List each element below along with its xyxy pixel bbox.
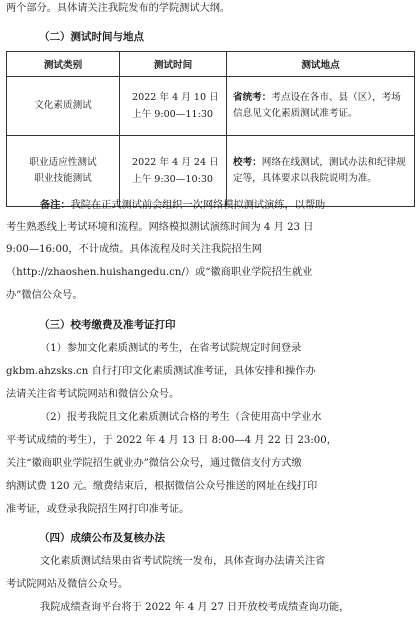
test-time-cell [120, 77, 227, 136]
test-category-cell [7, 77, 120, 136]
intro-line: 两个部分。具体请关注我院发布的学院测试大纲。 [6, 3, 231, 14]
schedule-table [6, 51, 415, 207]
note-text: 我院在正式测试前会组织一次网络模拟测试演练，以帮助 [70, 200, 326, 211]
location-detail: 考点设在各市、县（区），考场信息见文化素质测试准考证。 [233, 92, 401, 119]
test-hours: 上午 9:30—10:30 [132, 174, 214, 185]
paragraph-line: gkbm.ahzsks.cn 自行打印文化素质测试准考证，具体安排和操作办 [6, 366, 316, 377]
note-line: 办”微信公众号。 [6, 290, 83, 301]
paragraph-line: 平考试成绩的考生），于 2022 年 4 月 13 日 8:00—4 月 22 日 23:00， [6, 435, 337, 446]
paragraph-line: 准考证，或登录我院招生网打印准考证。 [6, 504, 190, 515]
paragraph-line: （1）参加文化素质测试的考生，在省考试院规定时间登录 [40, 343, 302, 354]
location-type: 省统考： [233, 92, 272, 103]
section-heading-fees: （三）校考缴费及准考证打印 [39, 319, 176, 331]
test-location-cell [227, 136, 415, 207]
table-header-row [7, 52, 415, 77]
note-line: 9:00—16:00，不计成绩。具体流程及时关注我院招生网 [6, 244, 262, 255]
paragraph-line: （2）报考我院且文化素质测试合格的考生（含使用高中学业水 [40, 412, 322, 423]
paragraph-line: 纳测试费 120 元。缴费结束后，根据微信公众号推送的网址在线打印 [6, 481, 318, 492]
test-category: 文化素质测试 [34, 100, 92, 111]
table-header-cell: 测试类别 [7, 52, 120, 77]
note-label: 备注： [40, 199, 71, 211]
test-location-cell [227, 77, 415, 136]
paragraph-line: 我院成绩查询平台将于 2022 年 4 月 27 日开放校考成绩查询功能， [40, 602, 350, 613]
location-detail: 网络在线测试，测试办法和纪律规定等，具体要求以我院说明为准。 [233, 157, 406, 184]
note-line [6, 266, 419, 280]
location-type: 校考： [233, 157, 262, 168]
test-time-cell [120, 136, 227, 207]
table-header-cell: 测试地点 [227, 52, 415, 77]
table-header-cell: 测试时间 [120, 52, 227, 77]
note-line [0, 198, 419, 213]
test-date: 2022 年 4 月 24 日 [132, 157, 219, 168]
table-row [7, 77, 415, 136]
test-date: 2022 年 4 月 10 日 [132, 92, 219, 103]
paragraph-line: 关注“徽商职业学院招生就业办”微信公众号，通过微信支付方式缴 [6, 458, 302, 469]
test-hours: 上午 9:00—11:30 [132, 109, 214, 120]
test-category: 职业技能测试 [34, 173, 92, 184]
note-url-line: （http://zhaoshen.huishangedu.cn/）或“徽商职业学院招生就业 [6, 267, 313, 278]
section-heading-schedule: （二）测试时间与地点 [39, 31, 144, 43]
paragraph-line: 法请关注省考试院网站和微信公众号。 [6, 389, 180, 400]
test-category-cell [7, 136, 120, 207]
test-category: 职业适应性测试 [29, 157, 97, 168]
paragraph-line: 考试院网站及微信公众号。 [6, 579, 129, 590]
table-row [7, 136, 415, 207]
paragraph-line: 文化素质测试结果由省考试院统一发布，具体查询办法请关注省 [40, 556, 326, 567]
section-heading-results: （四）成绩公布及复核办法 [39, 532, 165, 544]
note-line: 考生熟悉线上考试环境和流程。网络模拟测试演练时间为 4 月 23 日 [6, 222, 314, 233]
